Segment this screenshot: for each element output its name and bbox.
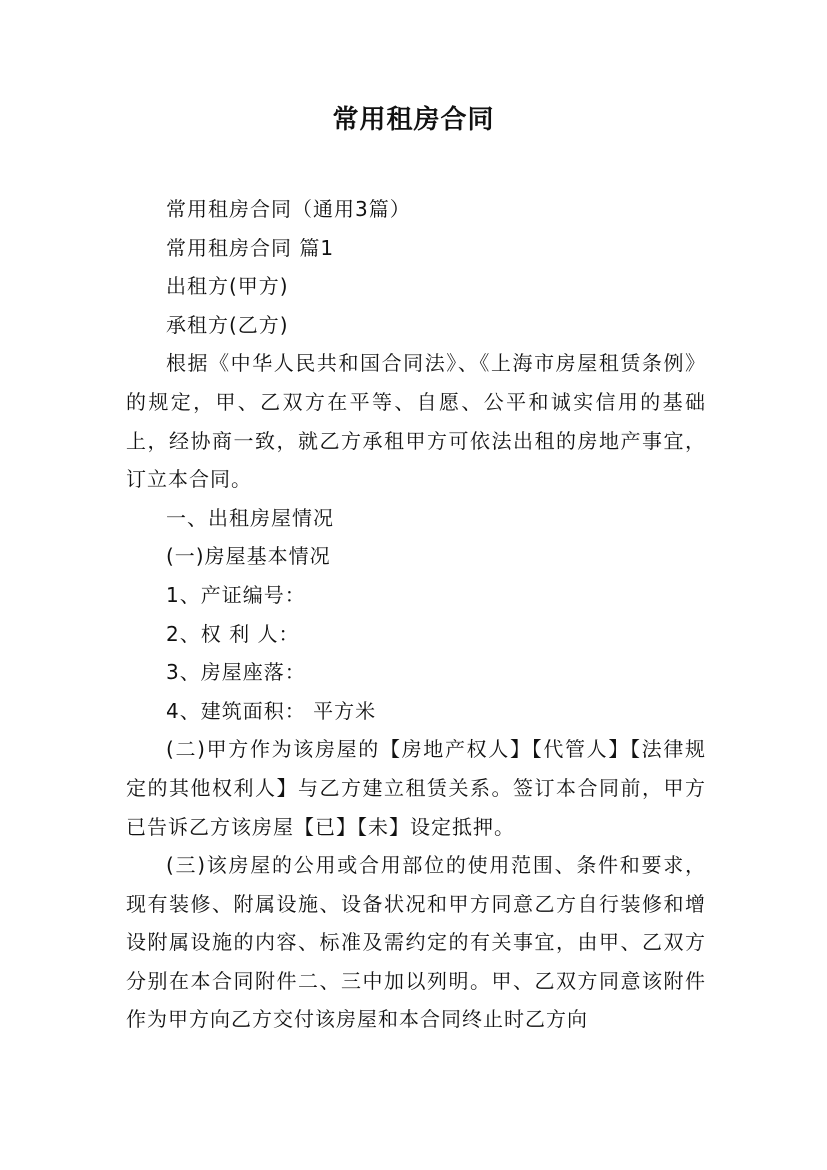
document-title: 常用租房合同 xyxy=(332,105,495,135)
paragraph: 根据《中华人民共和国合同法》、《上海市房屋租赁条例》的规定，甲、乙双方在平等、自愿、公平和诚实信用的基础上，经协商一致，就乙方承租甲方可依法出租的房地产事宜，订立本合同。 xyxy=(126,351,706,492)
paragraph: 出租方(甲方) xyxy=(166,274,289,299)
paragraph: (二)甲方作为该房屋的【房地产权人】【代管人】【法律规定的其他权利人】与乙方建立租赁关系。签订本合同前，甲方已告诉乙方该房屋【已】【未】设定抵押。 xyxy=(126,737,706,839)
paragraph: 常用租房合同（通用3篇） xyxy=(166,197,411,221)
paragraph: 4、建筑面积： 平方米 xyxy=(166,698,377,723)
paragraph: (一)房屋基本情况 xyxy=(166,544,331,569)
paragraph: 3、房屋座落： xyxy=(166,660,306,685)
paragraph: 承租方(乙方) xyxy=(166,312,289,337)
paragraph: 常用租房合同 篇1 xyxy=(166,235,335,260)
paragraph: 2、权 利 人： xyxy=(166,621,300,646)
paragraph: 1、产证编号： xyxy=(166,582,306,607)
document-body xyxy=(126,190,706,1039)
paragraph: (三)该房屋的公用或合用部位的使用范围、条件和要求，现有装修、附属设施、设备状况和甲方同意乙方自行装修和增设附属设施的内容、标准及需约定的有关事宜，由甲、乙双方分别在本合同附件二、三中加以列明。甲、乙双方同意该附件作为甲方向乙方交付该房屋和本合同终止时乙方向 xyxy=(126,853,706,1032)
paragraph: 一、出租房屋情况 xyxy=(166,505,334,530)
